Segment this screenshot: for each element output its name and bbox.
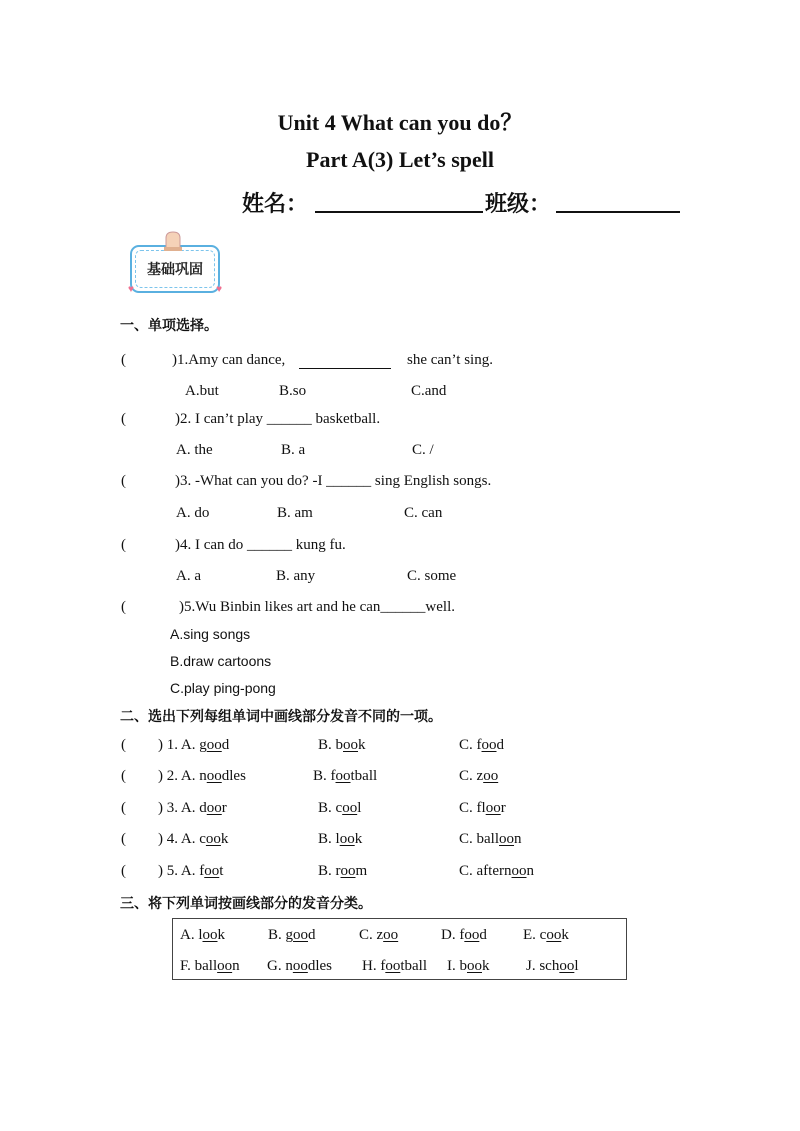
word-item: C. zoo <box>359 927 399 943</box>
s2-word: cook <box>199 831 229 847</box>
q4-option-c[interactable]: C. some <box>407 568 457 584</box>
section1-heading: 一、单项选择。 <box>120 318 218 334</box>
s2-word: afternoon <box>476 863 534 879</box>
underlined-sound: oo <box>546 927 562 943</box>
q3-option-a[interactable]: A. do <box>176 505 210 521</box>
word-item: I. book <box>447 958 490 974</box>
q2-option-a[interactable]: A. the <box>176 442 213 458</box>
s2-row-label: ) 3. A. door <box>158 800 227 816</box>
badge-label: 基础巩固 <box>135 250 215 288</box>
q3-stem: )3. -What can you do? -I ______ sing English songs. <box>175 473 492 489</box>
q1-blank[interactable] <box>299 368 391 369</box>
s2-word: floor <box>476 800 506 816</box>
q1-option-b[interactable]: B.so <box>279 383 307 399</box>
section2-heading: 二、选出下列每组单词中画线部分发音不同的一项。 <box>120 709 442 725</box>
q2-option-c[interactable]: C. / <box>412 442 434 458</box>
underlined-sound: oo <box>559 958 575 974</box>
underlined-sound: oo <box>342 800 358 816</box>
word-item: B. good <box>268 927 316 943</box>
s2-option-c[interactable]: C. zoo <box>459 768 499 784</box>
class-label: 班级： <box>485 192 552 217</box>
q4-stem: )4. I can do ______ kung fu. <box>175 537 346 553</box>
word-item: A. look <box>180 927 225 943</box>
underlined-sound: oo <box>339 831 355 847</box>
s2-word: room <box>335 863 368 879</box>
word-item: H. football <box>362 958 427 974</box>
heart-icon: ♥ <box>216 284 222 295</box>
q5-stem: )5.Wu Binbin likes art and he can______well. <box>179 599 455 615</box>
s2-word: good <box>199 737 230 753</box>
s2-option-b[interactable]: B. room <box>318 863 368 879</box>
word-item: J. school <box>526 958 579 974</box>
s2-word: food <box>476 737 505 753</box>
q1-option-c[interactable]: C.and <box>411 383 447 399</box>
underlined-sound: oo <box>467 958 482 974</box>
s2-word: door <box>199 800 227 816</box>
s2-word: foot <box>199 863 224 879</box>
s2-option-c[interactable]: C. afternoon <box>459 863 534 879</box>
word-item: E. cook <box>523 927 569 943</box>
s2-row-label: ) 5. A. foot <box>158 863 224 879</box>
q5-option-b[interactable]: B.draw cartoons <box>170 653 272 669</box>
s2-word: noodles <box>199 768 246 784</box>
word-item: G. noodles <box>267 958 333 974</box>
underlined-sound: oo <box>385 958 401 974</box>
s2-option-c[interactable]: C. food <box>459 737 505 753</box>
name-blank[interactable] <box>315 211 483 213</box>
clip-icon <box>162 230 184 252</box>
q5-option-c[interactable]: C.play ping-pong <box>170 680 276 696</box>
s2-word: book <box>335 737 366 753</box>
class-blank[interactable] <box>556 211 680 213</box>
s2-option-c[interactable]: C. balloon <box>459 831 522 847</box>
underlined-sound: oo <box>206 737 222 753</box>
q4-option-b[interactable]: B. any <box>276 568 316 584</box>
section3-heading: 三、将下列单词按画线部分的发音分类。 <box>120 896 372 912</box>
s2-paren[interactable]: ( <box>121 863 126 879</box>
underlined-sound: oo <box>499 831 515 847</box>
q1-stem: )1.Amy can dance, <box>172 352 286 368</box>
worksheet-title: Unit 4 What can you do？ <box>277 110 523 135</box>
s2-option-b[interactable]: B. cool <box>318 800 362 816</box>
underlined-sound: oo <box>481 737 497 753</box>
underlined-sound: oo <box>293 927 309 943</box>
underlined-sound: oo <box>217 958 233 974</box>
underlined-sound: oo <box>343 737 359 753</box>
s2-paren[interactable]: ( <box>121 831 126 847</box>
s2-option-b[interactable]: B. football <box>313 768 378 784</box>
underlined-sound: oo <box>202 927 218 943</box>
s2-option-b[interactable]: B. look <box>318 831 363 847</box>
underlined-sound: oo <box>340 863 356 879</box>
q3-option-b[interactable]: B. am <box>277 505 313 521</box>
underlined-sound: oo <box>206 768 222 784</box>
underlined-sound: oo <box>383 927 399 943</box>
q3-option-c[interactable]: C. can <box>404 505 443 521</box>
s2-option-c[interactable]: C. floor <box>459 800 506 816</box>
s2-paren[interactable]: ( <box>121 737 126 753</box>
q1-after: she can’t sing. <box>407 352 493 368</box>
underlined-sound: oo <box>464 927 480 943</box>
underlined-sound: oo <box>292 958 308 974</box>
q4-option-a[interactable]: A. a <box>176 568 201 584</box>
s2-row-label: ) 2. A. noodles <box>158 768 246 784</box>
q3-paren[interactable]: ( <box>121 473 126 489</box>
underlined-sound: oo <box>483 768 499 784</box>
q2-stem: )2. I can’t play ______ basketball. <box>175 411 381 427</box>
q2-option-b[interactable]: B. a <box>281 442 306 458</box>
underlined-sound: oo <box>204 863 220 879</box>
s2-word: balloon <box>476 831 522 847</box>
underlined-sound: oo <box>335 768 351 784</box>
underlined-sound: oo <box>485 800 501 816</box>
underlined-sound: oo <box>205 831 221 847</box>
q1-paren[interactable]: ( <box>121 352 126 368</box>
name-label: 姓名： <box>242 192 309 217</box>
underlined-sound: oo <box>206 800 222 816</box>
q2-paren[interactable]: ( <box>121 411 126 427</box>
s2-option-b[interactable]: B. book <box>318 737 366 753</box>
q5-option-a[interactable]: A.sing songs <box>170 626 251 642</box>
s2-row-label: ) 1. A. good <box>158 737 230 753</box>
heart-icon: ♥ <box>128 284 134 295</box>
s2-row-label: ) 4. A. cook <box>158 831 229 847</box>
s2-word: zoo <box>476 768 499 784</box>
s2-word: look <box>335 831 363 847</box>
word-item: F. balloon <box>180 958 240 974</box>
q4-paren[interactable]: ( <box>121 537 126 553</box>
s2-word: football <box>330 768 378 784</box>
underlined-sound: oo <box>511 863 527 879</box>
q5-paren[interactable]: ( <box>121 599 126 615</box>
q1-option-a[interactable]: A.but <box>185 383 219 399</box>
s2-word: cool <box>335 800 362 816</box>
worksheet-subtitle: Part A(3) Let’s spell <box>306 147 494 172</box>
word-item: D. food <box>441 927 487 943</box>
s2-paren[interactable]: ( <box>121 768 126 784</box>
s2-paren[interactable]: ( <box>121 800 126 816</box>
section-badge <box>130 245 220 293</box>
